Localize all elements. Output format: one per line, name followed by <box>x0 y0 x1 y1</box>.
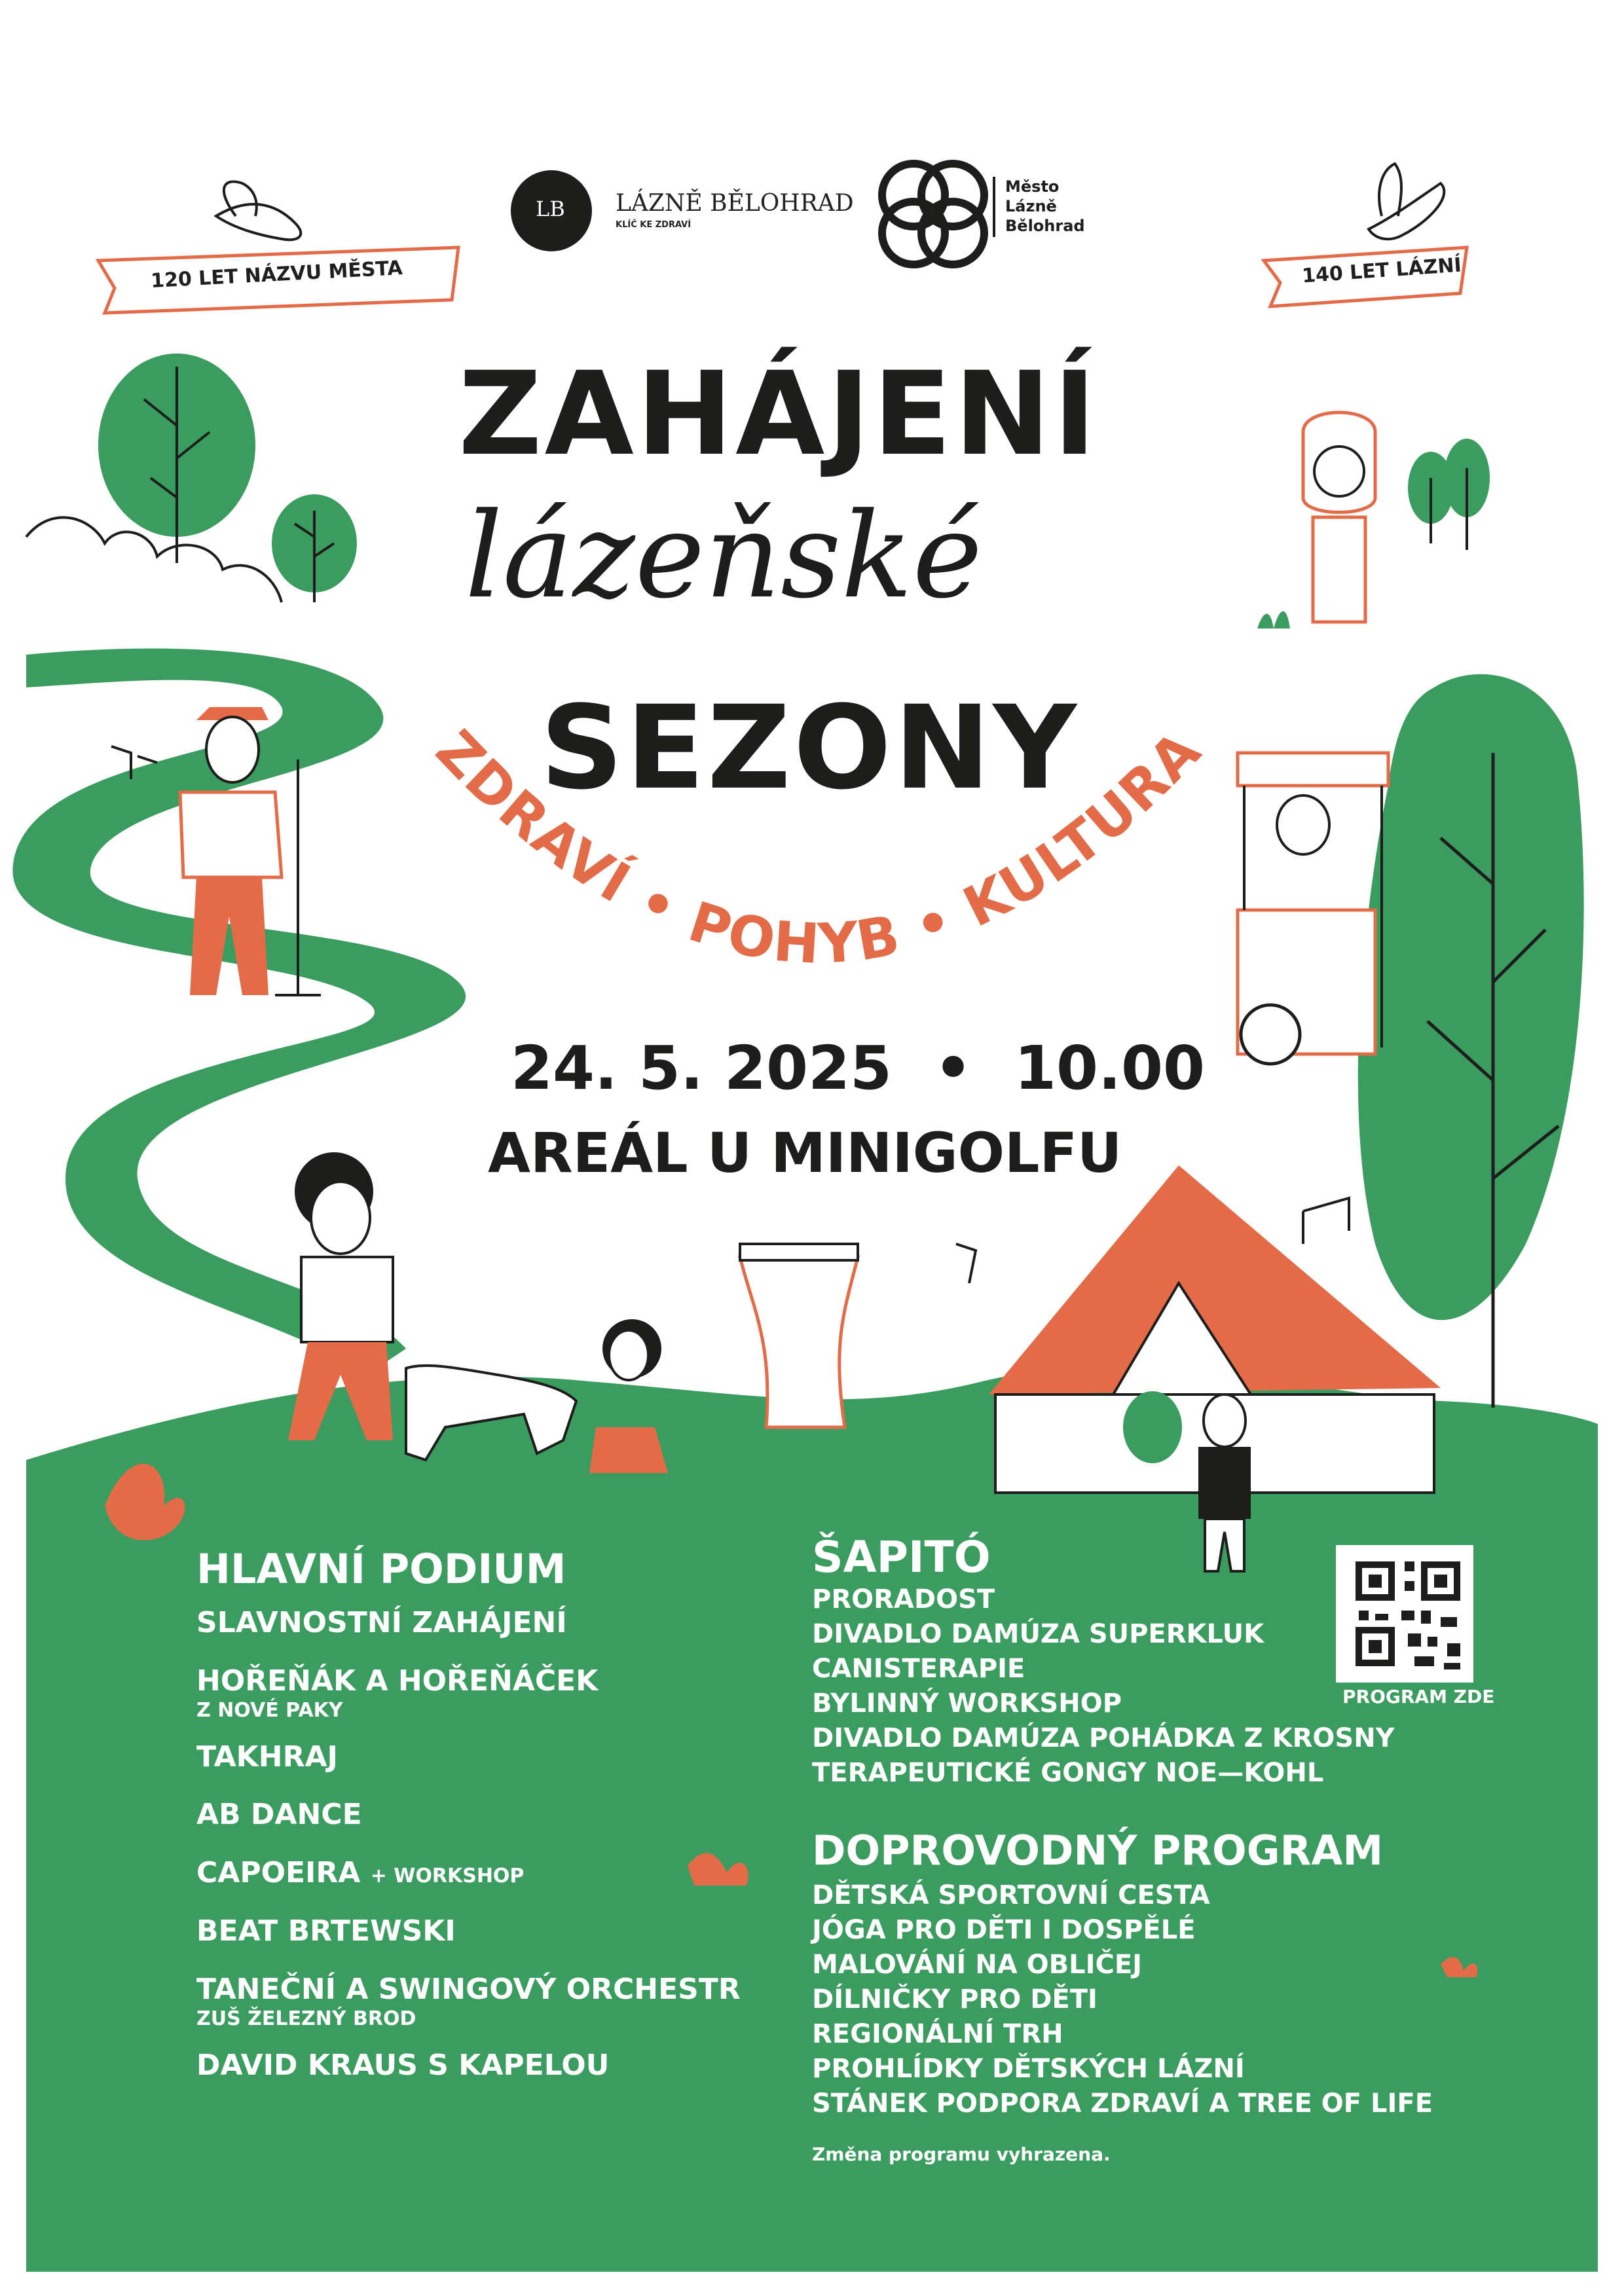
tagline-arc-text <box>424 718 1213 976</box>
grass-tuft <box>1257 611 1290 629</box>
side-program-list <box>812 1878 1433 2121</box>
program-list-item: DÍLNIČKY PRO DĚTI <box>812 1984 1098 2014</box>
main-stage-heading: HLAVNÍ PODIUM <box>196 1545 566 1593</box>
banner-left-text: 120 LET NÁZVU MĚSTA <box>150 256 403 293</box>
town-logo-text <box>1005 177 1085 236</box>
lion-monument <box>1303 412 1375 622</box>
program-list-item: DĚTSKÁ SPORTOVNÍ CESTA <box>812 1880 1210 1910</box>
town-logo-line3: Bělohrad <box>1005 217 1085 235</box>
tagline-arc <box>393 687 1244 1028</box>
tree-right-large <box>1358 674 1584 1321</box>
main-stage-item-sub: ZUŠ ŽELEZNÝ BROD <box>196 2007 416 2030</box>
event-venue: AREÁL U MINIGOLFU <box>488 1121 1122 1185</box>
tent-list <box>812 1582 1395 1791</box>
program-list-item: BYLINNÝ WORKSHOP <box>812 1688 1122 1719</box>
tent-section <box>812 1532 1395 1791</box>
program-list-item: STÁNEK PODPORA ZDRAVÍ A TREE OF LIFE <box>812 2088 1433 2119</box>
event-datetime: 24. 5. 2025 • 10.00 <box>511 1033 1205 1103</box>
program-list-item: PROHLÍDKY DĚTSKÝCH LÁZNÍ <box>812 2054 1245 2084</box>
town-logo-line1: Město <box>1005 177 1060 196</box>
main-stage-item: DAVID KRAUS S KAPELOU <box>196 2048 610 2082</box>
program-list-item: DIVADLO DAMÚZA POHÁDKA Z KROSNY <box>812 1723 1395 1753</box>
spa-logo-monogram: LB <box>536 196 565 221</box>
music-note-middle <box>956 1244 976 1283</box>
spa-logo-name: LÁZNĚ BĚLOHRAD <box>616 190 854 217</box>
town-logo-line2: Lázně <box>1005 197 1057 215</box>
banner-right-text: 140 LET LÁZNÍ <box>1301 253 1462 288</box>
spa-logo-tagline: KLÍČ KE ZDRAVÍ <box>616 220 692 230</box>
side-program-section <box>812 1827 1433 2165</box>
qr-label: PROGRAM ZDE <box>1342 1686 1495 1707</box>
program-list-item: CANISTERAPIE <box>812 1654 1025 1684</box>
main-stage-item: TAKHRAJ <box>196 1740 338 1774</box>
program-list-item: TERAPEUTICKÉ GONGY NOE—KOHL <box>812 1758 1324 1788</box>
tagline-arc-path: ZDRAVÍ • POHYB • KULTURA <box>424 718 1213 977</box>
main-stage-item: TANEČNÍ A SWINGOVÝ ORCHESTR <box>196 1972 741 2006</box>
tent-heading: ŠAPITÓ <box>812 1532 991 1582</box>
main-stage-item <box>196 1856 741 1891</box>
title-line3: SEZONY <box>540 681 1079 815</box>
main-stage-item: HOŘEŇÁK A HOŘEŇÁČEK <box>196 1664 599 1698</box>
program-change-note: Změna programu vyhrazena. <box>812 2143 1111 2165</box>
side-program-heading: DOPROVODNÝ PROGRAM <box>812 1827 1384 1874</box>
bird-left-illustration <box>216 181 301 240</box>
title-line2-script: lázeňské <box>465 488 983 625</box>
program-list-item: JÓGA PRO DĚTI I DOSPĚLÉ <box>812 1915 1196 1945</box>
program-list-item: DIVADLO DAMÚZA SUPERKLUK <box>812 1619 1264 1649</box>
main-stage-item-sub: Z NOVÉ PAKY <box>196 1698 343 1722</box>
main-stage-item-suffix: + WORKSHOP <box>370 1865 525 1888</box>
main-stage-item: AB DANCE <box>196 1798 362 1832</box>
main-stage-item-label: CAPOEIRA <box>196 1856 361 1890</box>
ice-cream-cart-illustration <box>1238 753 1388 1064</box>
music-note-right <box>1303 1198 1349 1244</box>
town-logo-rings <box>882 164 984 264</box>
program-list-item: PRORADOST <box>812 1584 995 1614</box>
bird-right-illustration <box>1369 164 1444 239</box>
program-list-item: REGIONÁLNÍ TRH <box>812 2019 1063 2049</box>
main-stage-item: BEAT BRTEWSKI <box>196 1914 456 1948</box>
main-stage-section <box>196 1545 741 2083</box>
main-stage-item: SLAVNOSTNÍ ZAHÁJENÍ <box>196 1606 567 1639</box>
title-line1: ZAHÁJENÍ <box>458 347 1099 481</box>
program-list-item: MALOVÁNÍ NA OBLIČEJ <box>812 1950 1143 1980</box>
